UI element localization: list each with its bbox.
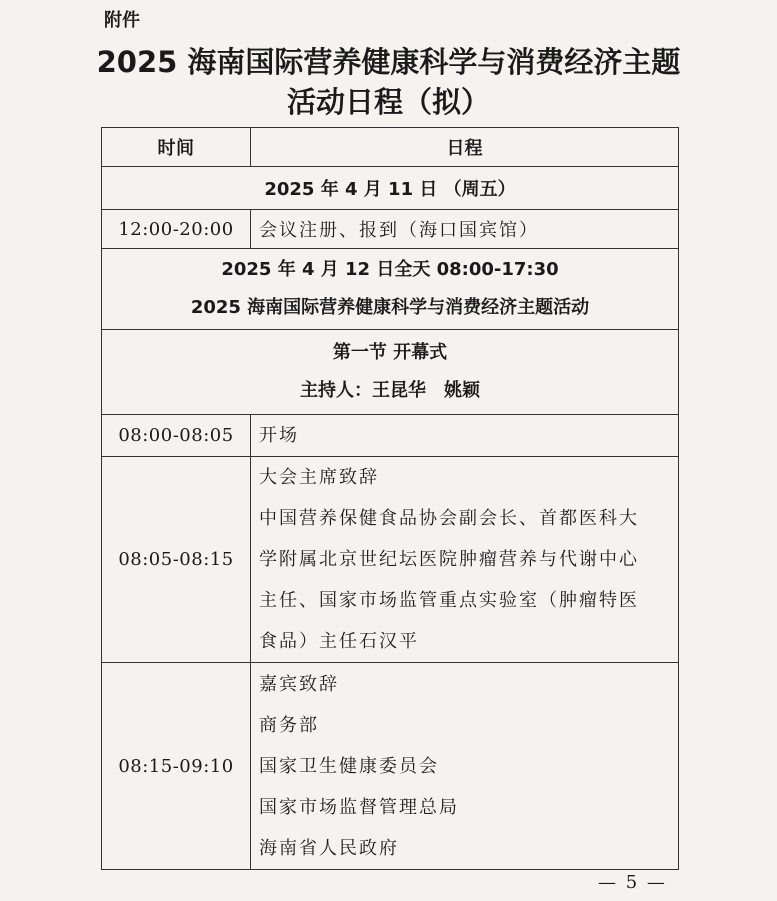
table-header-row bbox=[102, 128, 679, 167]
title-line-1: 2025 海南国际营养健康科学与消费经济主题 bbox=[96, 45, 681, 79]
row-line: 海南省人民政府 bbox=[259, 837, 399, 859]
section1-title: 第一节 开幕式 bbox=[332, 342, 448, 363]
day2-heading-row bbox=[102, 249, 679, 330]
row-line: 大会主席致辞 bbox=[259, 467, 379, 488]
header-schedule: 日程 bbox=[251, 128, 679, 167]
row-line: 国家市场监督管理总局 bbox=[259, 796, 459, 818]
row-line: 国家卫生健康委员会 bbox=[259, 755, 439, 777]
day2-heading: 2025 年 4 月 12 日全天 08:00-17:30 bbox=[221, 259, 559, 280]
row-content bbox=[251, 415, 679, 457]
section1-host: 主持人：王昆华 姚颖 bbox=[300, 380, 480, 401]
table-row bbox=[102, 457, 679, 663]
registration-time: 12:00-20:00 bbox=[102, 210, 251, 249]
page-number: — 5 — bbox=[598, 872, 667, 893]
row-line: 食品）主任石汉平 bbox=[259, 631, 419, 652]
day1-heading: 2025 年 4 月 11 日 （周五） bbox=[102, 167, 679, 210]
title-line-2: 活动日程（拟） bbox=[286, 85, 490, 119]
day2-heading-cell bbox=[102, 249, 679, 330]
section1-heading-cell bbox=[102, 330, 679, 415]
row-line: 主任、国家市场监管重点实验室（肿瘤特医 bbox=[259, 590, 639, 611]
registration-row bbox=[102, 210, 679, 249]
row-line: 学附属北京世纪坛医院肿瘤营养与代谢中心 bbox=[259, 549, 639, 570]
attachment-label: 附件 bbox=[104, 10, 140, 31]
table-row bbox=[102, 415, 679, 457]
section1-heading-row bbox=[102, 330, 679, 415]
row-content bbox=[251, 663, 679, 870]
row-line: 中国营养保健食品协会副会长、首都医科大 bbox=[259, 508, 639, 529]
row-line: 开场 bbox=[259, 425, 299, 446]
row-time: 08:05-08:15 bbox=[102, 457, 251, 663]
row-time: 08:15-09:10 bbox=[102, 663, 251, 870]
row-time: 08:00-08:05 bbox=[102, 415, 251, 457]
header-time: 时间 bbox=[102, 128, 251, 167]
table-row bbox=[102, 663, 679, 870]
row-line: 商务部 bbox=[259, 714, 319, 736]
registration-text: 会议注册、报到（海口国宾馆） bbox=[251, 210, 679, 249]
document-title bbox=[0, 42, 777, 122]
schedule-table bbox=[101, 127, 679, 870]
row-line: 嘉宾致辞 bbox=[259, 673, 339, 695]
row-content bbox=[251, 457, 679, 663]
day1-heading-row bbox=[102, 167, 679, 210]
event-heading: 2025 海南国际营养健康科学与消费经济主题活动 bbox=[190, 297, 590, 318]
